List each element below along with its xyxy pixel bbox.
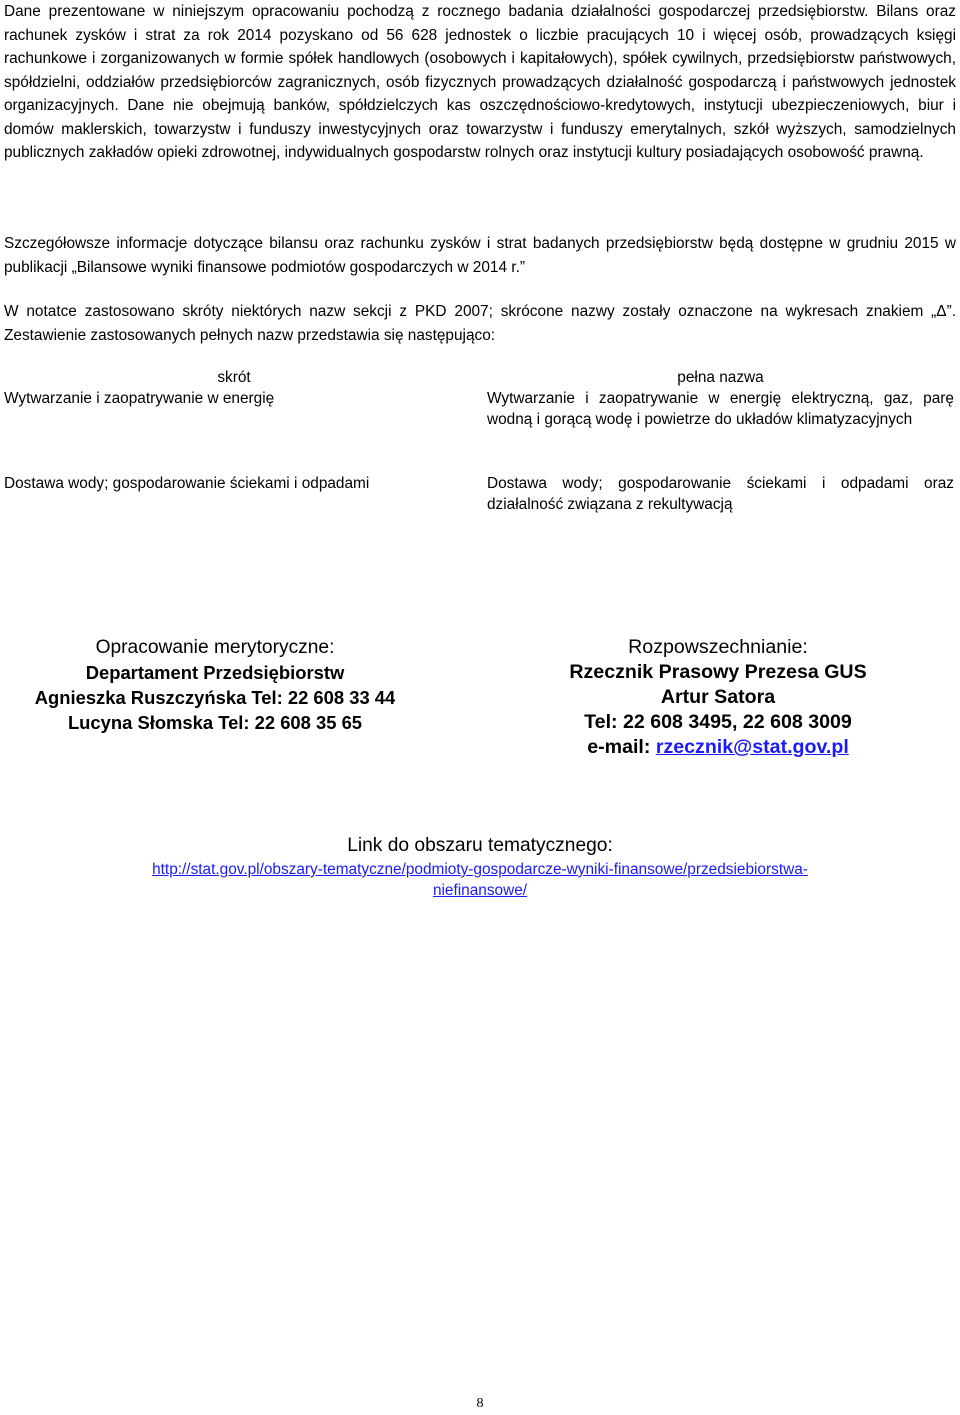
intro-paragraph: Dane prezentowane w niniejszym opracowaniu pochodzą z rocznego badania działalności gospodarczej przedsiębiorstw. Bilans oraz rachunek zysków i strat za rok 2014 pozyskano od 56 628 jednostek o liczbie pracujących 10 i więcej osób, prowadzących księgi rachunkowe i zorganizowanych w formie spółek handlowych (osobowych i kapitałowych), spółek cywilnych, przedsiębiorstw państwowych, spółdzielni, oddziałów przedsiębiorców zagranicznych, osób fizycznych prowadzących działalność gospodarczą i państwowych jednostek organizacyjnych. Dane nie obejmują banków, spółdzielczych kas oszczędnościowo-kredytowych, instytucji ubezpieczeniowych, biur i domów maklerskich, towarzystw i funduszy inwestycyjnych oraz towarzystw i funduszy emerytalnych, szkół wyższych, samodzielnych publicznych zakładów opieki zdrowotnej, indywidualnych gospodarstw rolnych oraz instytucji kultury posiadających osobowość prawną. — [4, 3, 956, 161]
full-name-water: Dostawa wody; gospodarowanie ściekami i odpadami oraz działalność związana z rekultywacją — [487, 475, 954, 513]
distribution-lead: Rozpowszechnianie: — [628, 636, 808, 658]
abbreviations-paragraph: W notatce zastosowano skróty niektórych nazw sekcji z PKD 2007; skrócone nazwy zostały oznaczone na wykresach znakiem „Δ”. Zestawienie zastosowanych pełnych nazw przedstawia się następująco: — [4, 303, 956, 344]
short-name-water: Dostawa wody; gospodarowanie ściekami i odpadami — [4, 475, 370, 492]
page-number: 8 — [476, 1396, 484, 1411]
short-name-energy: Wytwarzanie i zaopatrywanie w energię — [4, 390, 275, 407]
authors-lead: Opracowanie merytoryczne: — [95, 637, 335, 658]
spokesperson-email-row — [500, 735, 936, 760]
author-1: Agnieszka Ruszczyńska Tel: 22 608 33 44 — [34, 687, 396, 708]
topic-url-link[interactable] — [0, 859, 960, 901]
full-name-header: pełna nazwa — [677, 369, 764, 386]
topic-url-line-2[interactable]: niefinansowe/ — [432, 882, 528, 899]
short-name-header: skrót — [217, 369, 251, 386]
spokesperson-role: Rzecznik Prasowy Prezesa GUS — [569, 661, 867, 683]
author-2: Lucyna Słomska Tel: 22 608 35 65 — [67, 712, 363, 733]
department-name: Departament Przedsiębiorstw — [85, 662, 345, 683]
topic-url-line-1[interactable]: http://stat.gov.pl/obszary-tematyczne/podmioty-gospodarcze-wyniki-finansowe/przedsiebiorstwa- — [152, 861, 808, 878]
details-paragraph: Szczegółowsze informacje dotyczące bilansu oraz rachunku zysków i strat badanych przedsiębiorstw będą dostępne w grudniu 2015 w publikacji „Bilansowe wyniki finansowe podmiotów gospodarczych w 2014 r.” — [4, 235, 956, 276]
email-link[interactable]: rzecznik@stat.gov.pl — [655, 736, 849, 758]
spokesperson-name: Artur Satora — [660, 686, 776, 708]
full-name-energy: Wytwarzanie i zaopatrywanie w energię elektryczną, gaz, parę wodną i gorącą wodę i powietrze do układów klimatyzacyjnych — [487, 390, 954, 428]
content-authors — [0, 635, 430, 735]
distribution-contact — [500, 635, 936, 760]
topic-lead: Link do obszaru tematycznego: — [347, 835, 613, 856]
topic-link-section — [0, 833, 960, 901]
email-label: e-mail: — [587, 736, 656, 758]
spokesperson-phone: Tel: 22 608 3495, 22 608 3009 — [584, 711, 852, 733]
